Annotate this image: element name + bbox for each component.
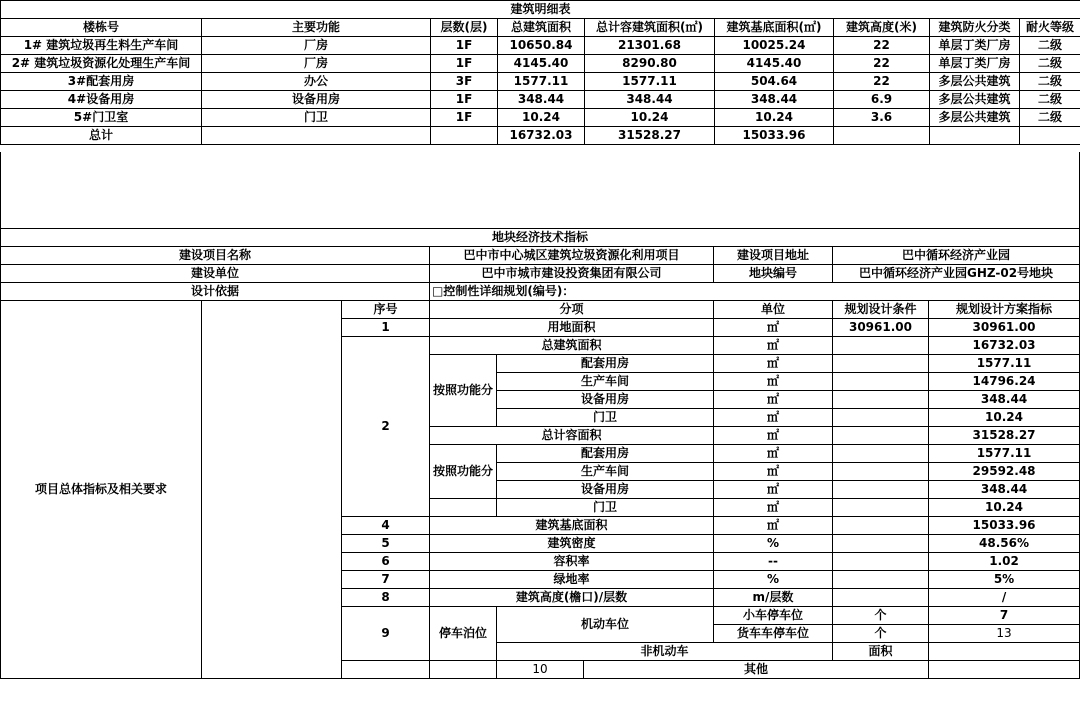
item-cell: 用地面积 <box>430 319 714 337</box>
table-cell: 4145.40 <box>715 55 834 73</box>
project-address-value: 巴中循环经济产业园 <box>833 247 1080 265</box>
table-cell: 4145.40 <box>498 55 585 73</box>
condition-cell <box>833 337 929 355</box>
table-cell: 21301.68 <box>585 37 715 55</box>
table-cell: 办公 <box>202 73 431 91</box>
condition-cell <box>833 373 929 391</box>
design-basis-label: 设计依据 <box>1 283 430 301</box>
unit-cell: ㎡ <box>714 499 833 517</box>
table-cell: 多层公共建筑 <box>930 91 1020 109</box>
condition-cell <box>833 517 929 535</box>
col-header: 建筑高度(米) <box>834 19 930 37</box>
plan-cell: 5% <box>929 571 1080 589</box>
plan-cell: 10.24 <box>929 409 1080 427</box>
plan-cell: 30961.00 <box>929 319 1080 337</box>
item-cell: 总建筑面积 <box>430 337 714 355</box>
table-cell: 504.64 <box>715 73 834 91</box>
table-cell: 门卫 <box>202 109 431 127</box>
plot-indicator-table <box>0 228 1080 679</box>
item-cell: 设备用房 <box>497 481 714 499</box>
plan-cell: 348.44 <box>929 481 1080 499</box>
seq-cell: 4 <box>342 517 430 535</box>
unit-cell: ㎡ <box>714 481 833 499</box>
item-cell: 设备用房 <box>497 391 714 409</box>
col-header: 建筑基底面积(㎡) <box>715 19 834 37</box>
table-cell: 348.44 <box>498 91 585 109</box>
table-cell: 1# 建筑垃圾再生料生产车间 <box>1 37 202 55</box>
table-row <box>1 55 1080 73</box>
table-cell: 10.24 <box>715 109 834 127</box>
total-row <box>1 127 1080 145</box>
blank-cell <box>430 499 497 517</box>
table-cell: 1F <box>431 91 498 109</box>
truck-label: 货车车停车位 <box>736 626 809 640</box>
unit-cell <box>929 661 1080 679</box>
seq-cell: 2 <box>342 337 430 517</box>
unit-cell: 个 <box>833 607 929 625</box>
unit-cell: ㎡ <box>714 337 833 355</box>
unit-cell: ㎡ <box>714 391 833 409</box>
table-row <box>1 109 1080 127</box>
table-cell: 多层公共建筑 <box>930 109 1020 127</box>
table-cell <box>834 127 930 145</box>
table-cell: 5#门卫室 <box>1 109 202 127</box>
condition-cell <box>833 535 929 553</box>
by-function-label: 按照功能分 <box>430 355 497 427</box>
col-header: 建筑防火分类 <box>930 19 1020 37</box>
condition-cell <box>833 463 929 481</box>
seq-cell: 8 <box>342 589 430 607</box>
table-cell: 1577.11 <box>498 73 585 91</box>
small-car-label: 小车停车位 <box>742 608 803 622</box>
condition-cell <box>833 553 929 571</box>
blank-spacer <box>0 152 1080 228</box>
plan-cell: 29592.48 <box>929 463 1080 481</box>
by-function-label: 按照功能分 <box>430 445 497 499</box>
building-table-title: 建筑明细表 <box>1 1 1080 19</box>
item-cell: 建筑高度(檐口)/层数 <box>430 589 714 607</box>
table-cell: 二级 <box>1020 55 1080 73</box>
project-address-label: 建设项目地址 <box>714 247 833 265</box>
item-cell: 门卫 <box>497 409 714 427</box>
seq-cell: 6 <box>342 553 430 571</box>
item-cell: 总计容面积 <box>430 427 714 445</box>
plan-cell: 16732.03 <box>929 337 1080 355</box>
unit-cell: 个 <box>833 625 929 643</box>
blank-cell <box>342 661 430 679</box>
table-cell: 1577.11 <box>585 73 715 91</box>
condition-cell <box>833 409 929 427</box>
unit-cell: ㎡ <box>714 517 833 535</box>
item-cell: 门卫 <box>497 499 714 517</box>
unit-cell: ㎡ <box>714 373 833 391</box>
section-label: 项目总体指标及相关要求 <box>1 301 202 679</box>
unit-cell <box>714 625 833 643</box>
unit-cell: ㎡ <box>714 445 833 463</box>
condition-cell <box>833 355 929 373</box>
table-cell: 22 <box>834 55 930 73</box>
plan-cell: 7 <box>929 607 1080 625</box>
table-cell: 二级 <box>1020 109 1080 127</box>
condition-cell <box>833 499 929 517</box>
table-cell <box>1020 127 1080 145</box>
table-cell <box>930 127 1020 145</box>
unit-cell: ㎡ <box>714 409 833 427</box>
unit-cell: ㎡ <box>714 427 833 445</box>
plan-cell: 13 <box>929 625 1080 643</box>
table-cell: 10.24 <box>498 109 585 127</box>
unit-cell: % <box>714 535 833 553</box>
item-cell: 建筑基底面积 <box>430 517 714 535</box>
table-cell: 22 <box>834 73 930 91</box>
item-cell: 其他 <box>584 661 929 679</box>
table-cell: 1F <box>431 109 498 127</box>
table-cell: 348.44 <box>585 91 715 109</box>
plan-cell: / <box>929 589 1080 607</box>
table-row <box>1 37 1080 55</box>
unit-cell <box>714 607 833 625</box>
table-cell: 厂房 <box>202 55 431 73</box>
col-header: 总建筑面积 <box>498 19 585 37</box>
table-cell: 厂房 <box>202 37 431 55</box>
condition-cell <box>833 481 929 499</box>
table-cell: 2# 建筑垃圾资源化处理生产车间 <box>1 55 202 73</box>
table-row <box>1 91 1080 109</box>
table-cell: 1F <box>431 37 498 55</box>
table-cell: 22 <box>834 37 930 55</box>
plan-cell: 1577.11 <box>929 355 1080 373</box>
col-header: 总计容建筑面积(㎡) <box>585 19 715 37</box>
building-detail-table <box>0 0 1080 145</box>
unit-cell: -- <box>714 553 833 571</box>
seq-cell: 1 <box>342 319 430 337</box>
table-cell: 10.24 <box>585 109 715 127</box>
item-cell: 生产车间 <box>497 373 714 391</box>
col-header: 规划设计条件 <box>833 301 929 319</box>
col-header: 楼栋号 <box>1 19 202 37</box>
plan-cell: 10.24 <box>929 499 1080 517</box>
builder-value: 巴中市城市建设投资集团有限公司 <box>430 265 714 283</box>
item-cell: 配套用房 <box>497 445 714 463</box>
col-header: 规划设计方案指标 <box>929 301 1080 319</box>
design-basis-value: □控制性详细规划(编号)： <box>430 283 1080 301</box>
seq-cell: 7 <box>342 571 430 589</box>
seq-cell: 5 <box>342 535 430 553</box>
plan-cell: 348.44 <box>929 391 1080 409</box>
table-cell: 4#设备用房 <box>1 91 202 109</box>
table-cell: 多层公共建筑 <box>930 73 1020 91</box>
condition-cell <box>833 391 929 409</box>
project-name-value: 巴中市中心城区建筑垃圾资源化利用项目 <box>430 247 714 265</box>
blank-column <box>202 301 342 679</box>
item-cell: 配套用房 <box>497 355 714 373</box>
item-cell: 绿地率 <box>430 571 714 589</box>
table-cell: 3.6 <box>834 109 930 127</box>
plan-cell: 48.56% <box>929 535 1080 553</box>
table-cell: 8290.80 <box>585 55 715 73</box>
unit-cell: ㎡ <box>714 319 833 337</box>
condition-cell <box>833 427 929 445</box>
item-cell: 建筑密度 <box>430 535 714 553</box>
project-name-label: 建设项目名称 <box>1 247 430 265</box>
total-base-area-value: 15033.96 <box>715 127 834 145</box>
table-row <box>1 73 1080 91</box>
seq-cell: 10 <box>497 661 584 679</box>
plot-number-value: 巴中循环经济产业园GHZ-02号地块 <box>833 265 1080 283</box>
item-cell: 生产车间 <box>497 463 714 481</box>
parking-label: 停车泊位 <box>430 607 497 661</box>
table-cell: 设备用房 <box>202 91 431 109</box>
indicator-table-title: 地块经济技术指标 <box>1 229 1080 247</box>
table-cell: 10650.84 <box>498 37 585 55</box>
plan-cell: 15033.96 <box>929 517 1080 535</box>
col-header: 序号 <box>342 301 430 319</box>
unit-cell: 面积 <box>833 643 929 661</box>
total-far-area-value: 31528.27 <box>585 127 715 145</box>
plan-cell: 31528.27 <box>929 427 1080 445</box>
total-area-value: 16732.03 <box>498 127 585 145</box>
seq-cell: 9 <box>342 607 430 661</box>
table-cell: 348.44 <box>715 91 834 109</box>
table-cell <box>202 127 431 145</box>
col-header: 单位 <box>714 301 833 319</box>
item-cell: 容积率 <box>430 553 714 571</box>
plot-number-label: 地块编号 <box>714 265 833 283</box>
table-cell: 二级 <box>1020 91 1080 109</box>
plan-cell: 14796.24 <box>929 373 1080 391</box>
condition-cell: 30961.00 <box>833 319 929 337</box>
table-cell: 二级 <box>1020 37 1080 55</box>
unit-cell: ㎡ <box>714 355 833 373</box>
table-cell <box>431 127 498 145</box>
table-cell: 二级 <box>1020 73 1080 91</box>
motor-vehicle-label: 机动车位 <box>497 607 714 643</box>
table-cell: 单层丁类厂房 <box>930 55 1020 73</box>
table-cell: 单层丁类厂房 <box>930 37 1020 55</box>
condition-cell <box>833 445 929 463</box>
plan-cell: 1.02 <box>929 553 1080 571</box>
col-header: 分项 <box>430 301 714 319</box>
unit-cell: ㎡ <box>714 463 833 481</box>
total-label: 总计 <box>1 127 202 145</box>
indicator-header-row <box>1 301 1080 319</box>
table-cell: 1F <box>431 55 498 73</box>
unit-cell: m/层数 <box>714 589 833 607</box>
table-cell: 10025.24 <box>715 37 834 55</box>
plan-cell: 1577.11 <box>929 445 1080 463</box>
non-motor-label: 非机动车 <box>497 643 833 661</box>
builder-label: 建设单位 <box>1 265 430 283</box>
table-cell: 6.9 <box>834 91 930 109</box>
blank-cell <box>430 661 497 679</box>
condition-cell <box>833 589 929 607</box>
unit-cell: % <box>714 571 833 589</box>
condition-cell <box>833 571 929 589</box>
building-table-header-row <box>1 19 1080 37</box>
col-header: 耐火等级 <box>1020 19 1080 37</box>
table-cell: 3#配套用房 <box>1 73 202 91</box>
table-cell: 3F <box>431 73 498 91</box>
col-header: 层数(层) <box>431 19 498 37</box>
col-header: 主要功能 <box>202 19 431 37</box>
plan-cell <box>929 643 1080 661</box>
